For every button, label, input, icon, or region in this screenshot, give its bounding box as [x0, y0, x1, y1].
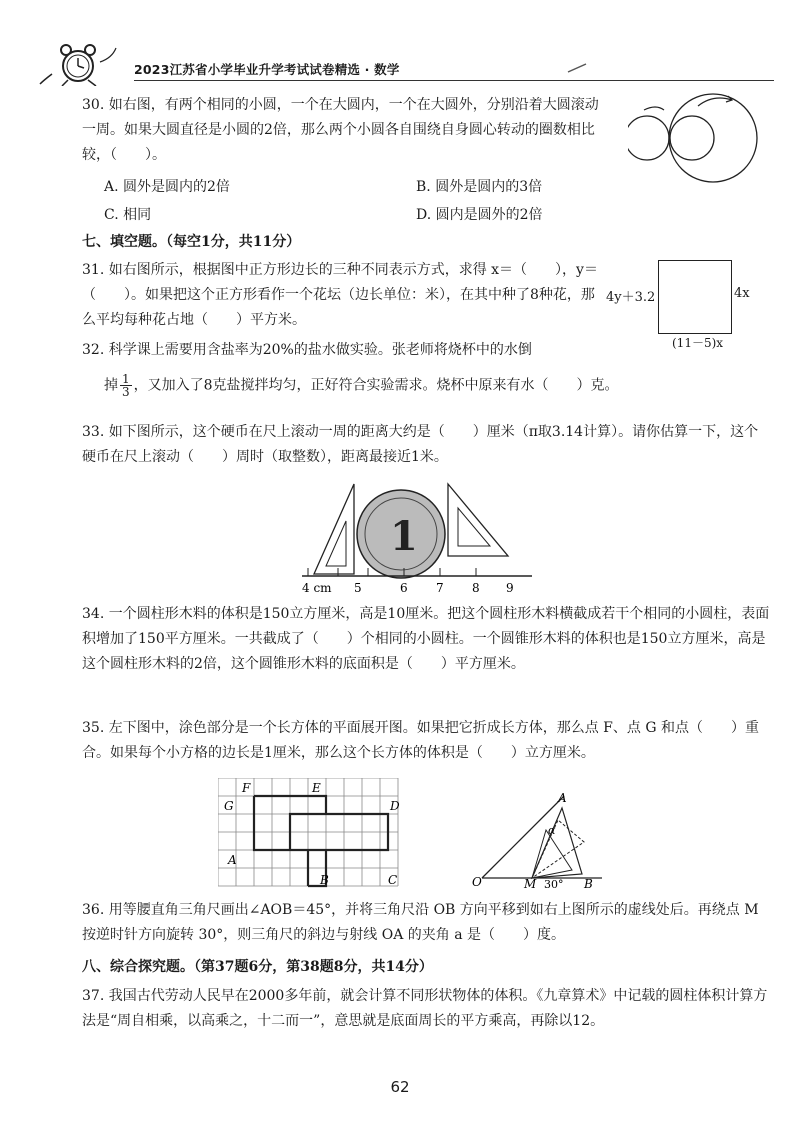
- q31-right-label: 4x: [734, 286, 750, 301]
- question-36: [82, 898, 772, 948]
- q32-frac-den: 3: [122, 385, 130, 399]
- q30-option-d: D. 圆内是圆外的2倍: [416, 207, 543, 223]
- q30-option-c: C. 相同: [104, 207, 152, 223]
- pencil-icon: [566, 62, 590, 74]
- alarm-clock-mascot-icon: [38, 40, 128, 86]
- page-header: [38, 40, 778, 86]
- q31-left-label: 4y＋3.2: [606, 290, 656, 305]
- fig-label-30: 30°: [544, 878, 564, 890]
- ruler-label-9: 9: [506, 581, 514, 595]
- grid-label-f: F: [242, 781, 251, 795]
- question-31: [82, 258, 600, 333]
- coin-label: 1: [390, 513, 418, 560]
- question-37: [82, 984, 772, 1034]
- header-title: 2023江苏省小学毕业升学考试试卷精选 · 数学: [134, 62, 400, 77]
- fig-label-b: B: [584, 877, 593, 890]
- fig-label-m: M: [524, 877, 537, 890]
- fig-label-a: A: [558, 791, 567, 805]
- q31-bottom-label: (11－5)x: [672, 336, 724, 350]
- q33-text: 33. 如下图所示，这个硬币在尺上滚动一周的距离大约是（ ）厘米（π取3.14计算）。请你估算一下，这个硬币在尺上滚动（ ）周时（取整数），距离最接近1米。: [82, 424, 759, 465]
- q37-text: 37. 我国古代劳动人民早在2000多年前，就会计算不同形状物体的体积。《九章算术》中记载的圆柱体积计算方法是“周自相乘，以高乘之，十二而一”，意思就是底面周长的平方乘高，再除以12。: [82, 988, 768, 1029]
- left-set-square: [314, 484, 354, 574]
- grid-label-d: D: [390, 799, 400, 813]
- question-34: [82, 602, 772, 677]
- section-7-heading: 七、填空题。（每空1分，共11分）: [82, 234, 301, 250]
- q32-line-1: 32. 科学课上需要用含盐率为20%的盐水做实验。张老师将烧杯中的水倒: [82, 342, 532, 358]
- ruler-label-7: 7: [436, 581, 444, 595]
- grid-label-g: G: [224, 799, 234, 813]
- q30-option-b: B. 圆外是圆内的3倍: [416, 179, 543, 195]
- q36-triangle-figure: [472, 790, 612, 890]
- right-set-square: [448, 484, 508, 556]
- q32-line-2: [82, 373, 722, 399]
- question-32: [82, 338, 722, 399]
- grid-label-e: E: [312, 781, 321, 795]
- q34-text: 34. 一个圆柱形木料的体积是150立方厘米，高是10厘米。把这个圆柱形木料横截成若干个相同的小圆柱，表面积增加了150平方厘米。一共截成了（ ）个相同的小圆柱。一个圆锥形木料的体积也是150立方厘米，高是这个圆柱形木料的2倍，这个圆锥形木料的底面积是（ ）平方厘米。: [82, 606, 770, 672]
- grid-label-c: C: [388, 873, 398, 887]
- question-33: [82, 420, 772, 470]
- ruler-label-5: 5: [354, 581, 362, 595]
- q32-pre: 掉: [104, 377, 118, 394]
- q33-coin-ruler-figure: [296, 476, 536, 596]
- grid-label-b: B: [320, 873, 329, 887]
- q31-text: 31. 如右图所示，根据图中正方形边长的三种不同表示方式，求得 x＝（ ），y＝（ ）。如果把这个正方形看作一个花坛（边长单位：米），在其中种了8种花，那么平均每种花占地（ ）平方米。: [82, 262, 598, 328]
- q31-square: [658, 260, 732, 334]
- q30-circles-figure: [628, 88, 768, 188]
- q32-frac-num: 1: [122, 372, 130, 386]
- ruler-label-8: 8: [472, 581, 480, 595]
- ruler-label-4: 4 cm: [302, 581, 332, 595]
- fig-label-o: O: [472, 875, 482, 889]
- question-35: [82, 716, 772, 766]
- ruler-label-6: 6: [400, 581, 408, 595]
- header-rule: [134, 80, 774, 81]
- q31-square-figure: [606, 258, 776, 348]
- fig-label-alpha: α: [548, 824, 556, 837]
- q35-grid-figure: [218, 778, 418, 888]
- grid-label-a: A: [228, 853, 237, 867]
- page-number: 62: [390, 1078, 410, 1096]
- q35-text: 35. 左下图中，涂色部分是一个长方体的平面展开图。如果把它折成长方体，那么点 F、点 G 和点（ ）重合。如果每个小方格的边长是1厘米，那么这个长方体的体积是（ ）立方厘米。: [82, 720, 759, 761]
- q36-text: 36. 用等腰直角三角尺画出∠AOB＝45°，并将三角尺沿 OB 方向平移到如右上图所示的虚线处后。再绕点 M 按逆时针方向旋转 30°，则三角尺的斜边与射线 OA 的夹角 a 是（ ）度。: [82, 902, 759, 943]
- q32-fraction: [120, 373, 132, 398]
- question-30: [82, 93, 602, 168]
- section-8-heading: 八、综合探究题。（第37题6分，第38题8分，共14分）: [82, 959, 433, 975]
- q30-text: 30. 如右图，有两个相同的小圆，一个在大圆内，一个在大圆外，分别沿着大圆滚动一周。如果大圆直径是小圆的2倍，那么两个小圆各自围绕自身圆心转动的圈数相比较，（ ）。: [82, 97, 599, 163]
- q30-option-a: A. 圆外是圆内的2倍: [104, 179, 230, 195]
- q32-post: ，又加入了8克盐搅拌均匀，正好符合实验需求。烧杯中原来有水（ ）克。: [133, 377, 619, 394]
